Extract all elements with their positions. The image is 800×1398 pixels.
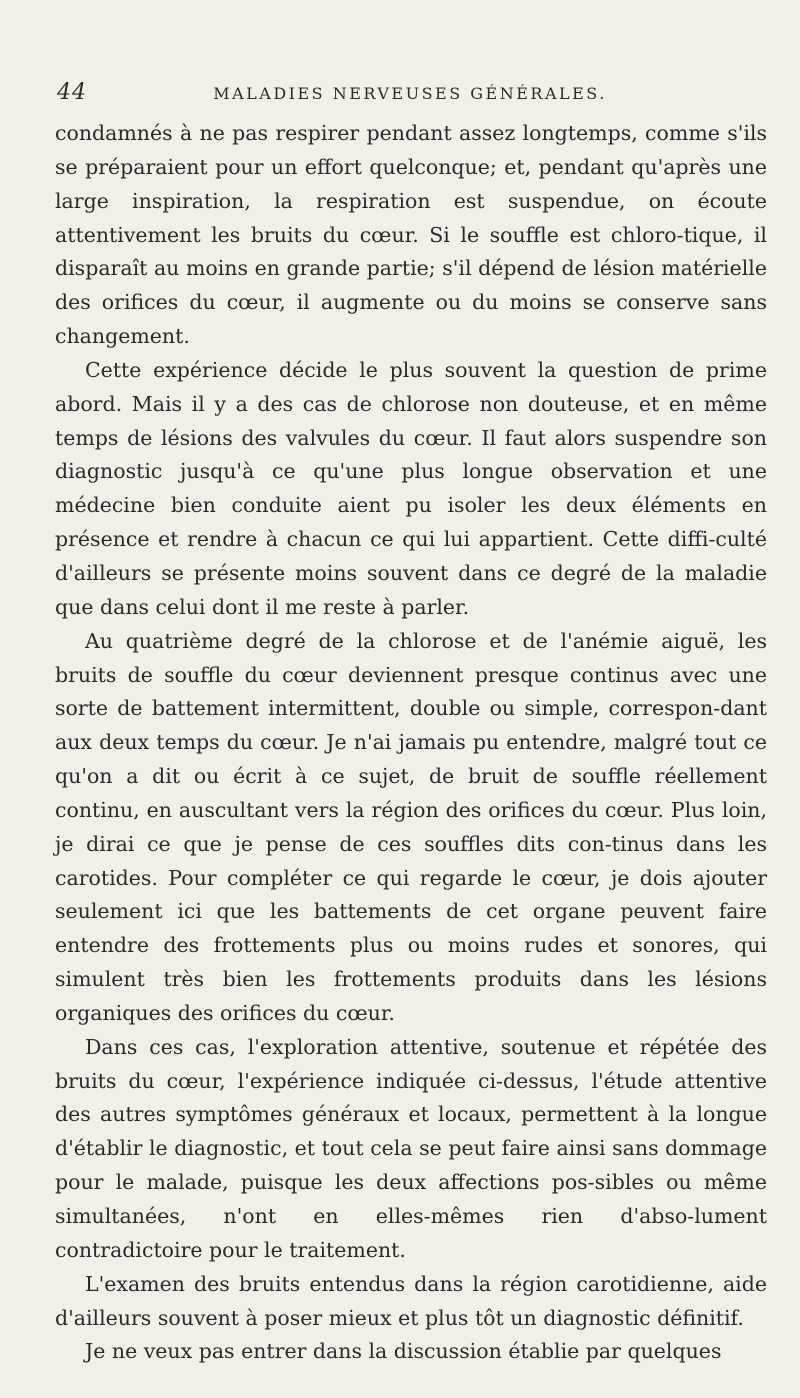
paragraph: Dans ces cas, l'exploration attentive, soutenue et répétée des bruits du cœur, l'expérience indiquée ci-dessus, l'étude attentive des autres symptômes généraux et locaux, permettent à la longue d'établir le diagnostic, et tout cela se peut faire ainsi sans dommage pour le malade, puisque les deux affections pos-sibles ou même simultanées, n'ont en elles-mêmes rien d'abso-lument contradictoire pour le traitement.	[55, 1034, 767, 1262]
body-text	[55, 117, 767, 1369]
paragraph-continued: condamnés à ne pas respirer pendant assez longtemps, comme s'ils se préparaient pour un effort quelconque; et, pendant qu'après une large inspiration, la respiration est suspendue, on écoute attentivement les bruits du cœur. Si le souffle est chloro-tique, il disparaît au moins en grande partie; s'il dépend de lésion matérielle des orifices du cœur, il augmente ou du moins se conserve sans changement.	[55, 121, 767, 349]
running-head	[55, 80, 765, 114]
paragraph: L'examen des bruits entendus dans la région carotidienne, aide d'ailleurs souvent à poser mieux et plus tôt un diagnostic définitif.	[55, 1271, 767, 1330]
page-number: 44	[57, 80, 87, 105]
paragraph: Je ne veux pas entrer dans la discussion établie par quelques	[85, 1339, 722, 1364]
paragraph: Cette expérience décide le plus souvent la question de prime abord. Mais il y a des cas de chlorose non douteuse, et en même temps de lésions des valvules du cœur. Il faut alors suspendre son diagnostic jusqu'à ce qu'une plus longue observation et une médecine bien conduite aient pu isoler les deux éléments en présence et rendre à chacun ce qui lui appartient. Cette diffi-culté d'ailleurs se présente moins souvent dans ce degré de la maladie que dans celui dont il me reste à parler.	[55, 357, 767, 619]
paragraph: Au quatrième degré de la chlorose et de l'anémie aiguë, les bruits de souffle du cœur deviennent presque continus avec une sorte de battement intermittent, double ou simple, correspon-dant aux deux temps du cœur. Je n'ai jamais pu entendre, malgré tout ce qu'on a dit ou écrit à ce sujet, de bruit de souffle réellement continu, en auscultant vers la région des orifices du cœur. Plus loin, je dirai ce que je pense de ces souffles dits con-tinus dans les carotides. Pour compléter ce qui regarde le cœur, je dois ajouter seulement ici que les battements de cet organe peuvent faire entendre des frottements plus ou moins rudes et sonores, qui simulent très bien les frottements produits dans les lésions organiques des orifices du cœur.	[55, 628, 767, 1025]
running-title: MALADIES NERVEUSES GÉNÉRALES.	[213, 84, 607, 103]
